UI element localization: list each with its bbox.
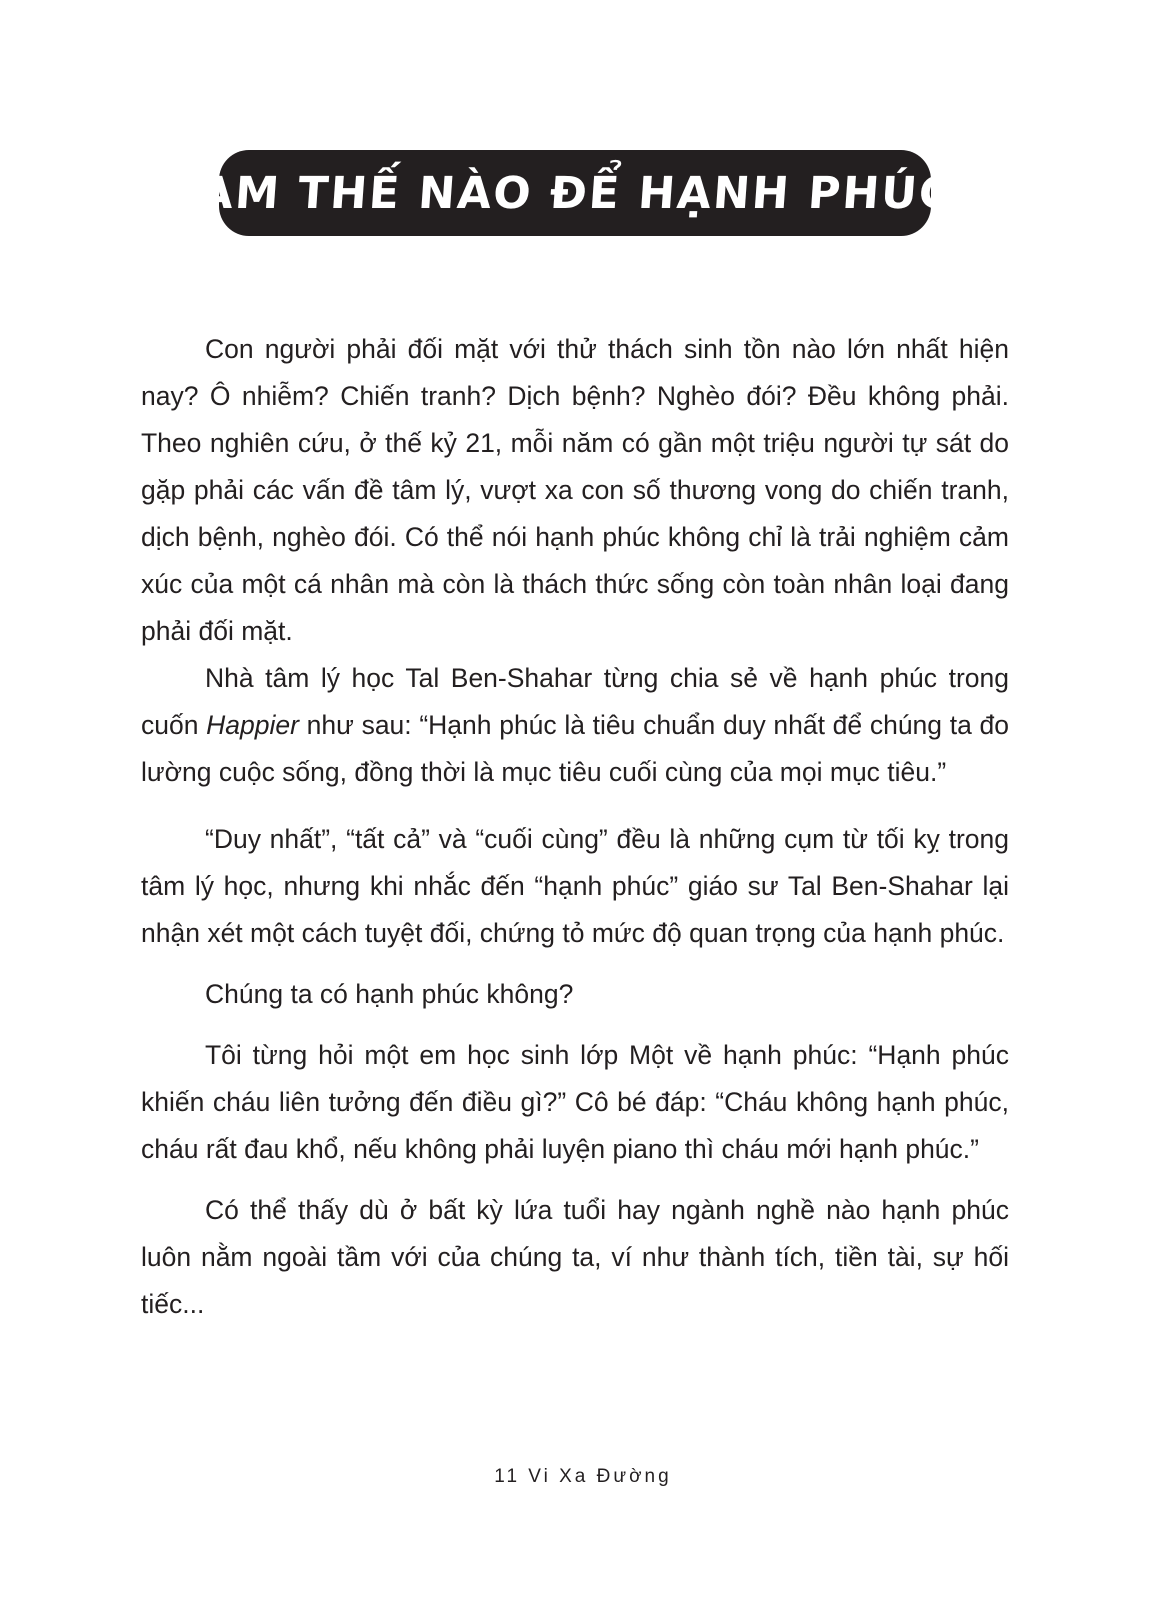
paragraph-1: Con người phải đối mặt với thử thách sinh tồn nào lớn nhất hiện nay? Ô nhiễm? Chiến tranh? Dịch bệnh? Nghèo đói? Đều không phải. Theo nghiên cứu, ở thế kỷ 21, mỗi năm có gần một triệu người tự sát do gặp phải các vấn đề tâm lý, vượt xa con số thương vong do chiến tranh, dịch bệnh, nghèo đói. Có thể nói hạnh phúc không chỉ là trải nghiệm cảm xúc của một cá nhân mà còn là thách thức sống còn toàn nhân loại đang phải đối mặt. xyxy=(141,334,1009,646)
paragraph-2-after: như sau: “Hạnh phúc là tiêu chuẩn duy nhất để chúng ta đo lường cuộc sống, đồng thời là mục tiêu cuối cùng của mọi mục tiêu.” xyxy=(141,710,1009,787)
paragraph-3: “Duy nhất”, “tất cả” và “cuối cùng” đều là những cụm từ tối kỵ trong tâm lý học, nhưng khi nhắc đến “hạnh phúc” giáo sư Tal Ben-Shahar lại nhận xét một cách tuyệt đối, chứng tỏ mức độ quan trọng của hạnh phúc. xyxy=(141,824,1009,948)
body-text xyxy=(141,326,1009,1328)
chapter-title: LÀM THẾ NÀO ĐỂ HẠNH PHÚC? xyxy=(167,167,983,219)
paragraph-6: Có thể thấy dù ở bất kỳ lứa tuổi hay ngành nghề nào hạnh phúc luôn nằm ngoài tầm với của chúng ta, ví như thành tích, tiền tài, sự hối tiếc... xyxy=(141,1195,1009,1319)
book-title-happier: Happier xyxy=(206,710,299,740)
paragraph-2-before: Nhà tâm lý học Tal Ben-Shahar từng chia sẻ về hạnh phúc trong cuốn xyxy=(141,663,1009,740)
paragraph-2 xyxy=(141,655,1009,796)
paragraph-5: Tôi từng hỏi một em học sinh lớp Một về hạnh phúc: “Hạnh phúc khiến cháu liên tưởng đến điều gì?” Cô bé đáp: “Cháu không hạnh phúc, cháu rất đau khổ, nếu không phải luyện piano thì cháu mới hạnh phúc.” xyxy=(141,1040,1009,1164)
chapter-title-banner xyxy=(167,150,983,236)
page-footer: 11 Vi Xa Đường xyxy=(494,1466,672,1487)
paragraph-4: Chúng ta có hạnh phúc không? xyxy=(205,979,574,1009)
